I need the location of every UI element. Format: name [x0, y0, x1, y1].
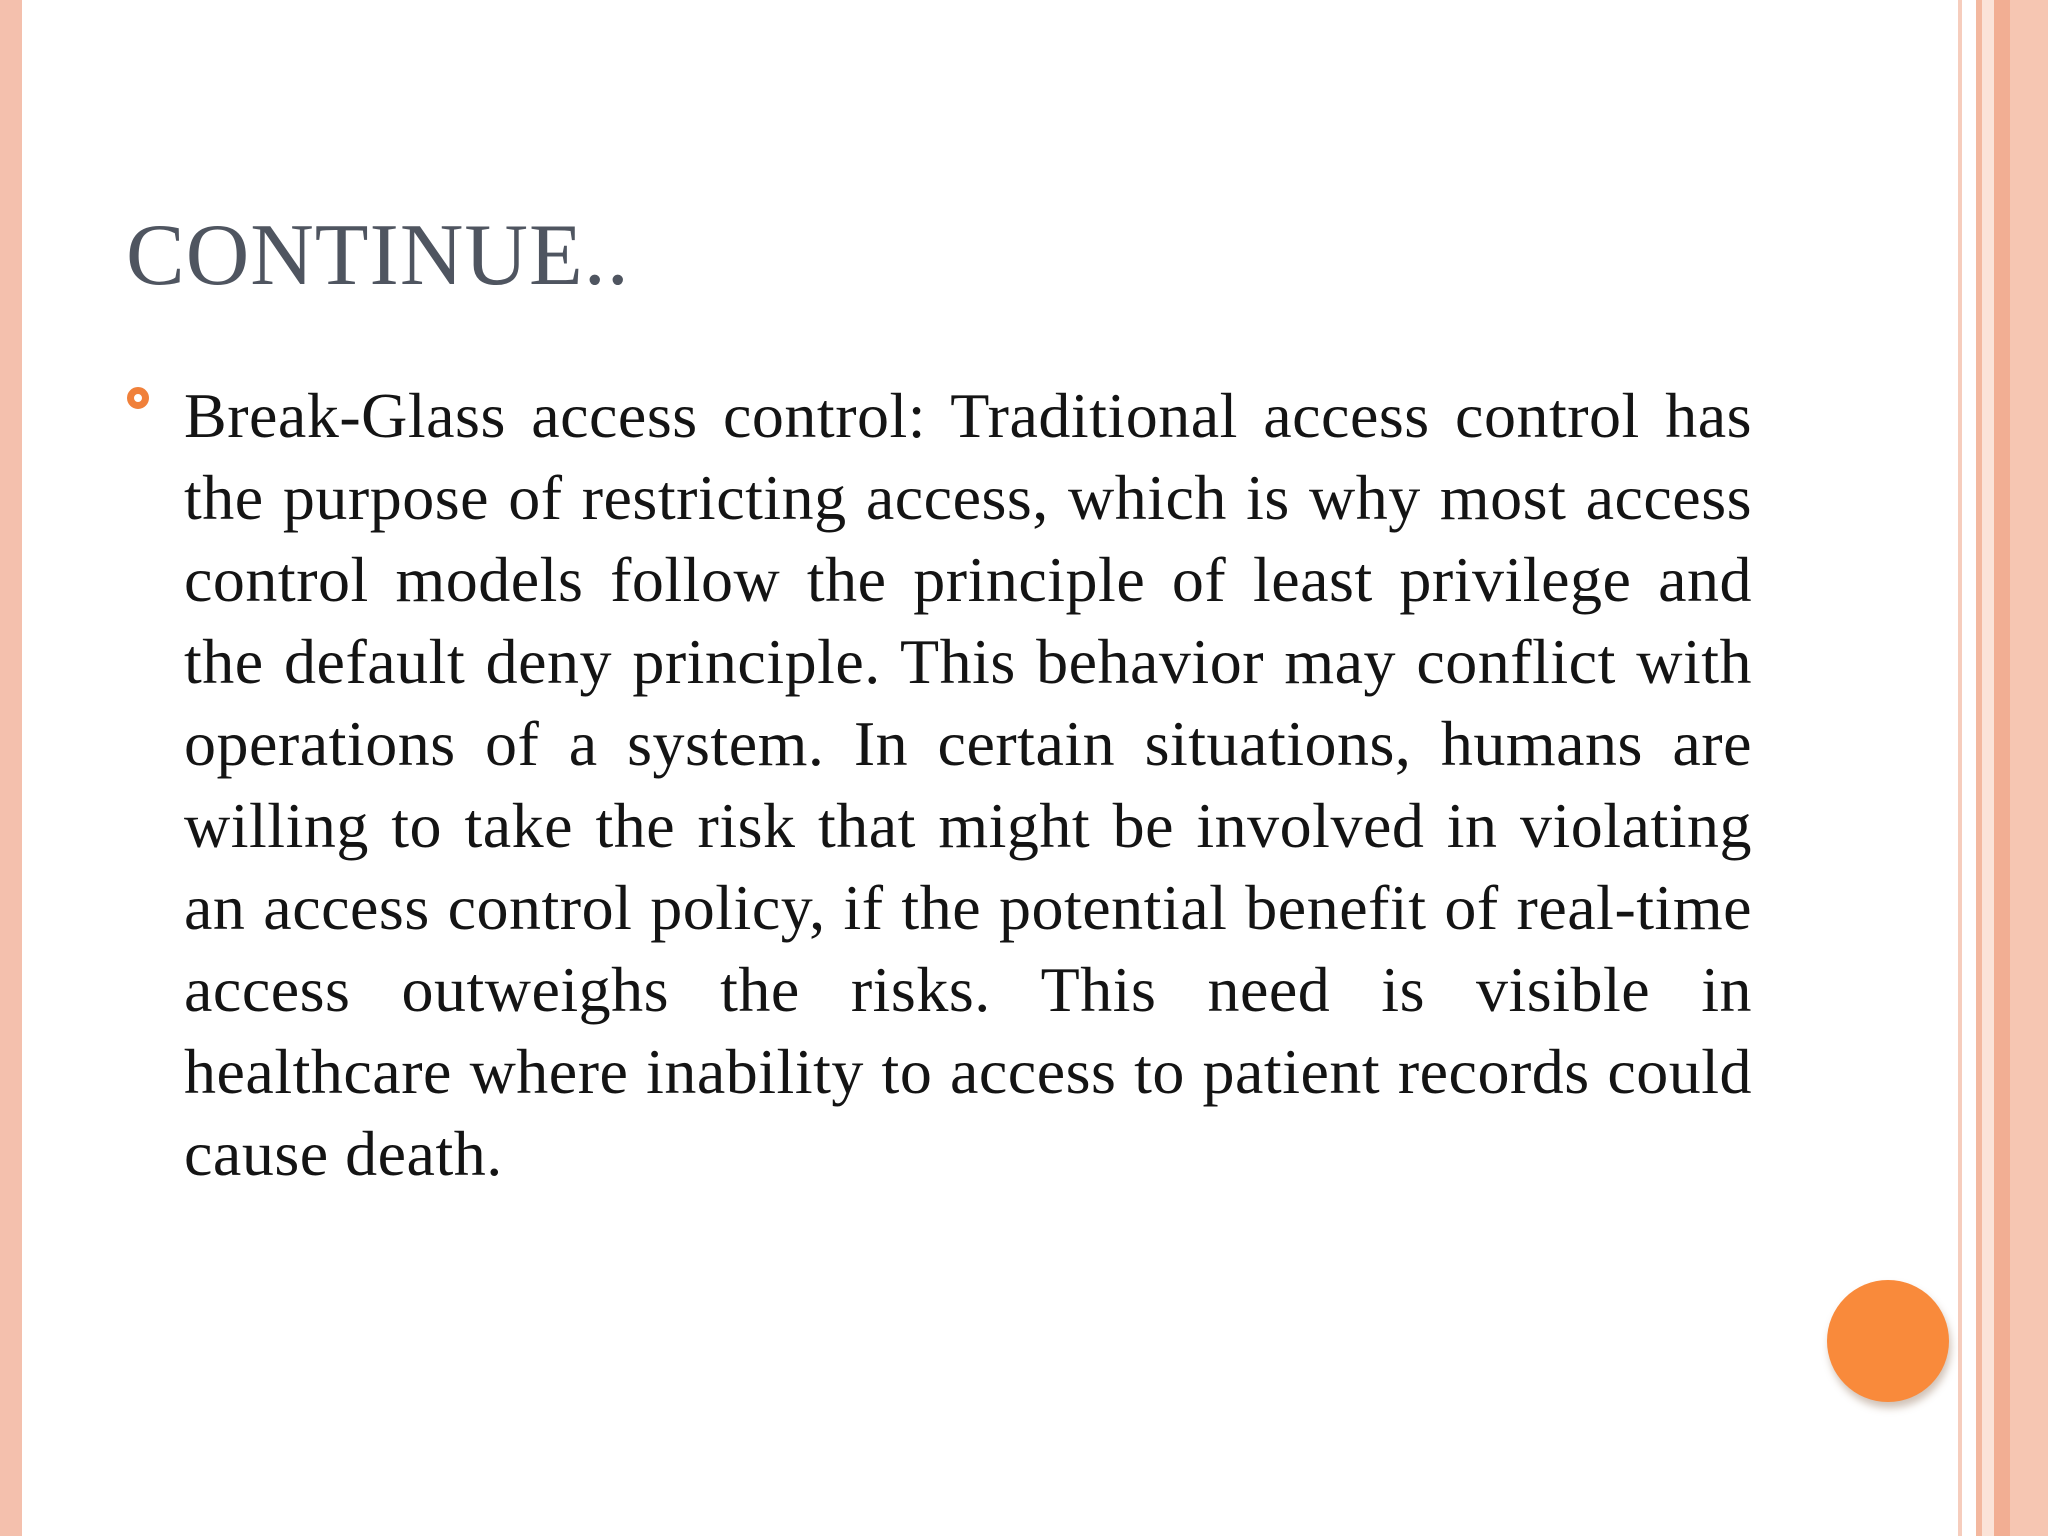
right-border-stripe	[1962, 0, 1976, 1536]
orange-circle-decoration	[1827, 1280, 1949, 1402]
right-border-stripe	[1994, 0, 2010, 1536]
slide-title: CONTINUE..	[126, 207, 630, 304]
right-border-stripe	[1982, 0, 1994, 1536]
right-border-stripe	[2010, 0, 2048, 1536]
left-border-stripe	[0, 0, 22, 1536]
bullet-text: Break-Glass access control: Traditional access control has the purpose of restricting access, which is why most access control models follow the principle of least privilege and the default deny principle. This behavior may conflict with operations of a system. In certain situations, humans are willing to take the risk that might be involved in violating an access control policy, if the potential benefit of real-time access outweighs the risks. This need is visible in healthcare where inability to access to patient records could cause death.	[184, 380, 1752, 1189]
hollow-circle-bullet-icon	[127, 387, 149, 409]
